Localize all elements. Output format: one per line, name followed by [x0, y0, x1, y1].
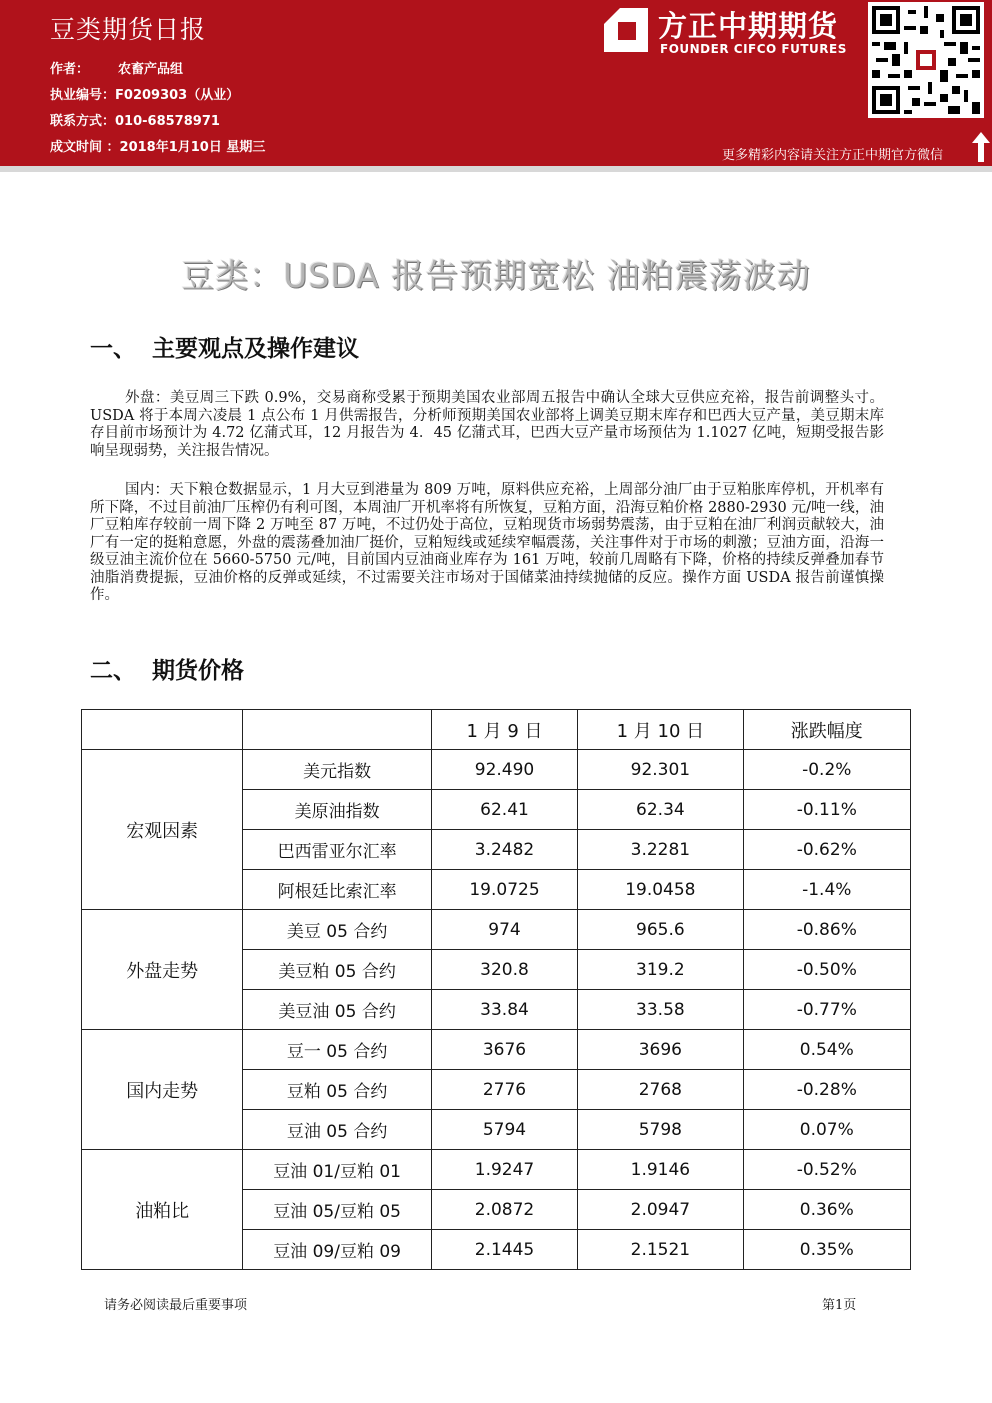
- meta-value: 010-68578971: [115, 114, 220, 129]
- futures-price-table: [81, 709, 911, 1270]
- section-number: 一、: [90, 336, 136, 362]
- price-day2: 62.34: [578, 790, 743, 830]
- header-divider: [0, 166, 992, 172]
- section-heading-2: [90, 652, 244, 685]
- price-change: -0.86%: [743, 910, 910, 950]
- price-day1: 3.2482: [431, 830, 577, 870]
- price-day2: 5798: [578, 1110, 743, 1150]
- meta-label: 成文时间 ：: [50, 140, 120, 155]
- meta-label: 联系方式：: [50, 114, 116, 129]
- meta-date: [50, 136, 265, 155]
- header-cell: [243, 710, 431, 750]
- price-change: 0.07%: [743, 1110, 910, 1150]
- item-name: 豆油 09/豆粕 09: [243, 1230, 431, 1270]
- section-heading-1: [90, 330, 359, 363]
- report-header: [0, 0, 992, 166]
- follow-wechat-text: 更多精彩内容请关注方正中期官方微信: [722, 148, 944, 163]
- table-row: [82, 910, 911, 950]
- price-day1: 1.9247: [431, 1150, 577, 1190]
- price-day1: 320.8: [431, 950, 577, 990]
- price-day2: 2.1521: [578, 1230, 743, 1270]
- price-day2: 3696: [578, 1030, 743, 1070]
- item-name: 豆油 05 合约: [243, 1110, 431, 1150]
- group-label: 外盘走势: [82, 910, 243, 1030]
- price-day2: 19.0458: [578, 870, 743, 910]
- price-day2: 1.9146: [578, 1150, 743, 1190]
- item-name: 美原油指数: [243, 790, 431, 830]
- price-day1: 5794: [431, 1110, 577, 1150]
- group-label: 国内走势: [82, 1030, 243, 1150]
- item-name: 豆油 01/豆粕 01: [243, 1150, 431, 1190]
- table-row: [82, 750, 911, 790]
- price-day1: 3676: [431, 1030, 577, 1070]
- price-change: -0.52%: [743, 1150, 910, 1190]
- price-change: -0.62%: [743, 830, 910, 870]
- price-day2: 319.2: [578, 950, 743, 990]
- wechat-qr-code[interactable]: [868, 2, 984, 118]
- price-change: 0.54%: [743, 1030, 910, 1070]
- paragraph-domestic: 国内：天下粮仓数据显示，1 月大豆到港量为 809 万吨，原料供应充裕，上周部分油厂由于豆粕胀库停机，开机率有所下降，不过目前油厂压榨仍有利可图，本周油厂开机率将有所恢复，豆粕方面，沿海豆粕价格 2880-2930 元/吨一线，油厂豆粕库存较前一周下降 2 万吨至 87 万吨，不过仍处于高位，豆粕现货市场弱势震荡，由于豆粕在油厂利润贡献较大，油厂有一定的挺粕意愿，外盘的震荡叠加油厂挺价，豆粕短线或延续窄幅震荡，关注事件对于市场的刺激；豆油方面，沿海一级豆油主流价位在 5660-5750 元/吨，目前国内豆油商业库存为 161 万吨，较前几周略有下降，价格的持续反弹叠加春节油脂消费提振，豆油价格的反弹或延续，不过需要关注市场对于国储菜油持续抛储的反应。操作方面 USDA 报告前谨慎操作。: [90, 482, 884, 603]
- item-name: 阿根廷比索汇率: [243, 870, 431, 910]
- item-name: 豆油 05/豆粕 05: [243, 1190, 431, 1230]
- price-change: -0.77%: [743, 990, 910, 1030]
- price-change: -0.28%: [743, 1070, 910, 1110]
- meta-value: 2018年1月10日 星期三: [119, 140, 266, 155]
- page-title: 豆类：USDA 报告预期宽松 油粕震荡波动: [181, 256, 811, 295]
- item-name: 美豆粕 05 合约: [243, 950, 431, 990]
- meta-contact: [50, 110, 220, 129]
- meta-label: 作者：: [50, 62, 90, 77]
- header-cell: [82, 710, 243, 750]
- item-name: 豆粕 05 合约: [243, 1070, 431, 1110]
- report-title: 豆类期货日报: [50, 15, 207, 44]
- meta-value: 农畜产品组: [118, 62, 184, 77]
- price-day2: 3.2281: [578, 830, 743, 870]
- paragraph-overseas: 外盘：美豆周三下跌 0.9%，交易商称受累于预期美国农业部周五报告中确认全球大豆供应充裕，报告前调整头寸。USDA 将于本周六凌晨 1 点公布 1 月供需报告，分析师预期美国农业部将上调美豆期末库存和巴西大豆产量，美豆期末库存目前市场预计为 4.72 亿蒲式耳，12 月报告为 4．45 亿蒲式耳，巴西大豆产量市场预估为 1.1027 亿吨，短期受报告影响呈现弱势，关注报告情况。: [90, 390, 884, 459]
- up-arrow-icon: [972, 132, 990, 162]
- meta-label: 执业编号：: [50, 88, 116, 103]
- group-label: 油粕比: [82, 1150, 243, 1270]
- price-day1: 62.41: [431, 790, 577, 830]
- price-change: 0.36%: [743, 1190, 910, 1230]
- price-day1: 2.1445: [431, 1230, 577, 1270]
- table-header-row: [82, 710, 911, 750]
- section-title: 主要观点及操作建议: [152, 336, 359, 362]
- price-day1: 19.0725: [431, 870, 577, 910]
- table-row: [82, 1030, 911, 1070]
- header-cell: 1 月 10 日: [578, 710, 743, 750]
- brand-name-en: FOUNDER CIFCO FUTURES: [660, 42, 847, 56]
- table-row: [82, 1150, 911, 1190]
- price-day2: 92.301: [578, 750, 743, 790]
- header-cell: 涨跌幅度: [743, 710, 910, 750]
- price-day1: 2776: [431, 1070, 577, 1110]
- meta-license: [50, 84, 239, 103]
- price-day2: 965.6: [578, 910, 743, 950]
- price-change: -1.4%: [743, 870, 910, 910]
- founder-logo-icon: [604, 8, 648, 52]
- price-day1: 2.0872: [431, 1190, 577, 1230]
- qr-code-icon: [872, 6, 980, 114]
- disclaimer-note: 请务必阅读最后重要事项: [104, 1298, 248, 1313]
- group-label: 宏观因素: [82, 750, 243, 910]
- price-day2: 2.0947: [578, 1190, 743, 1230]
- item-name: 美元指数: [243, 750, 431, 790]
- section-title: 期货价格: [152, 658, 244, 684]
- price-change: 0.35%: [743, 1230, 910, 1270]
- item-name: 豆一 05 合约: [243, 1030, 431, 1070]
- price-change: -0.2%: [743, 750, 910, 790]
- brand-name-cn: 方正中期期货: [658, 9, 839, 43]
- section-number: 二、: [90, 658, 136, 684]
- item-name: 美豆油 05 合约: [243, 990, 431, 1030]
- price-day1: 92.490: [431, 750, 577, 790]
- price-day2: 33.58: [578, 990, 743, 1030]
- item-name: 美豆 05 合约: [243, 910, 431, 950]
- page-number: 第1页: [822, 1298, 857, 1313]
- price-day2: 2768: [578, 1070, 743, 1110]
- price-change: -0.11%: [743, 790, 910, 830]
- price-day1: 974: [431, 910, 577, 950]
- price-day1: 33.84: [431, 990, 577, 1030]
- meta-author: [50, 58, 183, 77]
- header-cell: 1 月 9 日: [431, 710, 577, 750]
- meta-value: F0209303（从业）: [115, 88, 240, 103]
- item-name: 巴西雷亚尔汇率: [243, 830, 431, 870]
- price-change: -0.50%: [743, 950, 910, 990]
